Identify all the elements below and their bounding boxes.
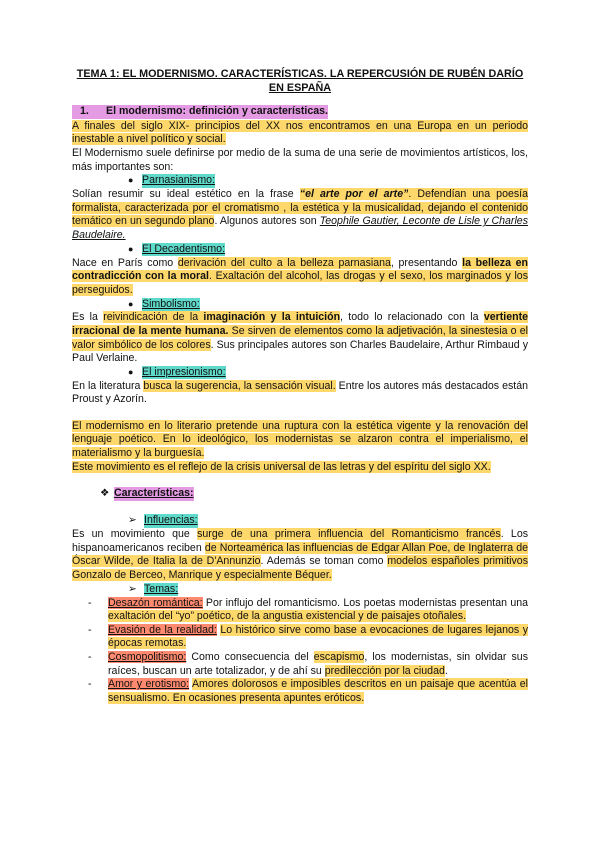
tema-item: - Cosmopolitismo: Como consecuencia del escapismo, los modernistas, sin olvidar sus raíces, buscan un arte totalizador, y de ahí su predilección por la ciudad. (88, 651, 528, 677)
bullet-icon: ● (128, 243, 134, 254)
tema-item: - Evasión de la realidad: Lo histórico sirve como base a evocaciones de lugares lejanos y épocas remotas. (88, 623, 528, 650)
bullet-icon: ● (128, 175, 134, 186)
simbolismo-paragraph: Es la reivindicación de la imaginación y la intuición, todo lo relacionado con la vertiente irracional de la mente humana. Se sirven de elementos como la adjetivación, la sinestesia o el valor simbólico de los colores. Sus principales autores son Charles Baudelaire, Arthur Rimbaud y Paul Verlaine. (72, 311, 529, 365)
influencias-heading (72, 514, 528, 528)
section-number: 1. (80, 105, 89, 118)
intro-paragraph-1: A finales del siglo XIX- principios del XX nos encontramos en una Europa en un periodo inestable a nivel político y social. (72, 119, 528, 146)
influencias-paragraph: Es un movimiento que surge de una primera influencia del Romanticismo francés. Los hispanoamericanos reciben de Norteamérica las influencias de Edgar Allan Poe, de Inglaterra de Óscar Wilde, de Italia la de D'Annunzio. Además se toman como modelos españoles primitivos Gonzalo de Berceo, Manrique y especialmente Béquer. (72, 528, 529, 582)
section-heading (72, 105, 528, 119)
bullet-label: El Decadentismo: (142, 242, 226, 255)
bullet-icon: ● (128, 366, 134, 377)
temas-heading (72, 583, 528, 597)
bullet-label: El impresionismo: (142, 365, 226, 378)
arrow-bullet-icon: ➢ (128, 514, 137, 527)
influencias-label: Influencias: (144, 514, 198, 527)
bullet-label: Simbolismo: (142, 297, 200, 310)
closing-paragraph-2: Este movimiento es el reflejo de la crisis universal de las letras y del espíritu del siglo XX. (72, 460, 491, 473)
caracteristicas-label: Características: (114, 487, 194, 500)
bullet-simbolismo (72, 297, 528, 311)
temas-label: Temas: (144, 582, 179, 595)
impresionismo-paragraph: En la literatura busca la sugerencia, la sensación visual. Entre los autores más destacados están Proust y Azorín. (72, 379, 528, 406)
tema-item: - Desazón romántica: Por influjo del romanticismo. Los poetas modernistas presentan una exaltación del “yo” poético, de la angustia existencial y de paisajes otoñales. (88, 596, 528, 623)
arrow-bullet-icon: ➢ (128, 582, 137, 595)
star-bullet-icon: ❖ (100, 487, 110, 500)
caracteristicas-heading (72, 486, 528, 502)
intro-paragraph-2: El Modernismo suele definirse por medio de la suma de una serie de movimientos artísticos, los, más importantes son: (72, 146, 528, 173)
page-title: TEMA 1: EL MODERNISMO. CARACTERÍSTICAS. LA REPERCUSIÓN DE RUBÉN DARÍO EN ESPAÑA (76, 68, 524, 94)
bullet-parnasianismo (72, 174, 528, 188)
document-page (72, 68, 528, 705)
bullet-impresionismo (72, 366, 528, 380)
tema-item: - Amor y erotismo: Amores dolorosos e imposibles descritos en un paisaje que acentúa el sensualismo. En ocasiones presenta apuntes eróticos. (88, 678, 529, 704)
decadentismo-paragraph: Nace en París como derivación del culto a la belleza parnasiana, presentando la belleza en contradicción con la moral. Exaltación del alcohol, las drogas y el sexo, los marginados y los perseguidos. (72, 256, 529, 296)
closing-paragraph-1: El modernismo en lo literario pretende una ruptura con la estética vigente y la renovación del lenguaje poético. En lo ideológico, los modernistas se alzaron contra el imperialismo, el materialismo y la burguesía. (72, 419, 528, 460)
bullet-icon: ● (128, 298, 134, 309)
parnasianismo-paragraph: Solían resumir su ideal estético en la frase “el arte por el arte”. Defendían una poesía formalista, caracterizada por el cromatismo , la estética y la musicalidad, dejando el contenido temático en un segundo plano. Algunos autores son Teophile Gautier, Leconte de Lisle y Charles Baudelaire. (72, 188, 528, 241)
section-title: El modernismo: definición y características. (106, 105, 328, 118)
bullet-decadentismo (72, 243, 528, 257)
bullet-label: Parnasianismo: (142, 174, 216, 187)
